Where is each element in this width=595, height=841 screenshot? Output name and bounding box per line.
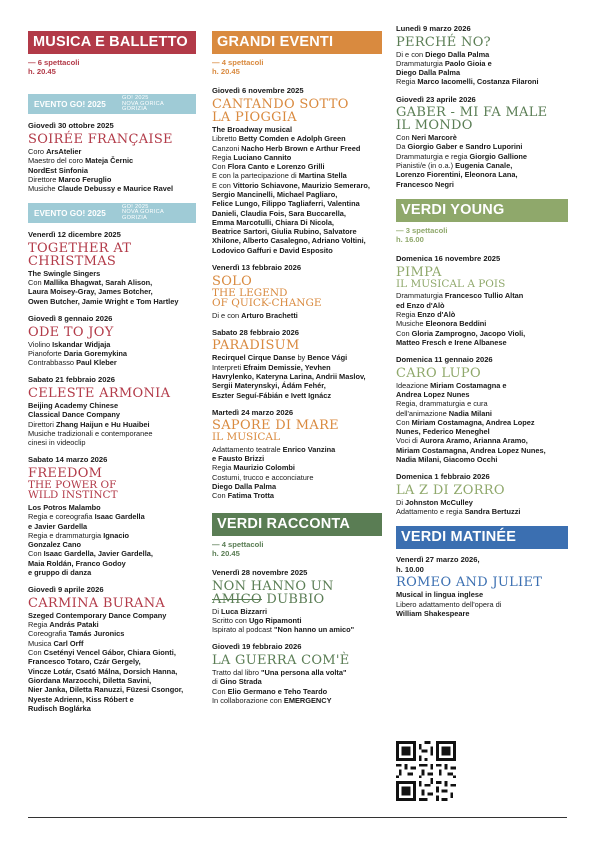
event-together-christmas: Venerdì 12 dicembre 2025 TOGETHER AT CHRISTMAS The Swingle Singers Con Mallika Bhagwat, Sarah Alison, Laura Moisey-Gray, James Botcher, Owen Butcher, Jamie Wright e Tom Hartley (28, 230, 196, 306)
badge-label: EVENTO GO! 2025 (34, 208, 106, 218)
section-header-matinee: VERDI MATINÉE (396, 526, 568, 549)
event-la-guerra: Giovedì 19 febbraio 2026 LA GUERRA COM'È Tratto dal libro "Una persona alla volta" di Gino Strada Con Elio Germano e Teho Teardo In collaborazione con EMERGENCY (212, 642, 382, 705)
racconta-count: — 4 spettacoli (212, 539, 264, 549)
event-date: Venerdì 12 dicembre 2025 (28, 230, 121, 240)
section-header-racconta: VERDI RACCONTA (212, 513, 382, 536)
column-musica (28, 31, 196, 713)
event-caro-lupo: Domenica 11 gennaio 2026 CARO LUPO Ideazione Miriam Costamagna e Andrea Lopez Nunes Regia, drammaturgia e cura dell'animazione Nadia Milani Con Miriam Costamagna, Andrea Lopez Nunes, Federico Meneghel Voci di Aurora Aramo, Arianna Aramo, Miriam Costamagna, Andrea Lopez Nunes, Nadia Milani, Giacomo Occhi (396, 355, 568, 464)
event-title: ROMEO AND JULIET (396, 575, 543, 591)
column-grandi (212, 31, 382, 705)
event-date: Domenica 16 novembre 2025 (396, 254, 501, 264)
event-date: Giovedì 30 ottobre 2025 (28, 121, 114, 131)
event-title: PERCHÉ NO? (396, 34, 491, 50)
event-freedom: Sabato 14 marzo 2026 FREEDOM THE POWER OF WILD INSTINCT Los Potros Malambo Regia e coreografia Isaac Gardella e Javier Gardella Regia e drammaturgia Ignacio Gonzalez Cano Con Isaac Gardella, Javier Gardella, Maia Roldán, Franco Godoy e gruppo di danza (28, 455, 196, 577)
event-date: Giovedì 6 novembre 2025 (212, 86, 304, 96)
event-time: h. 10.00 (396, 564, 424, 574)
event-date: Venerdì 27 marzo 2026, (396, 555, 480, 565)
event-title: CARO LUPO (396, 365, 481, 381)
event-romeo-juliet: Venerdì 27 marzo 2026, h. 10.00 ROMEO AND JULIET Musical in lingua inglese Libero adattamento dell'opera di William Shakespeare (396, 555, 568, 618)
event-date: Sabato 28 febbraio 2026 (212, 327, 299, 337)
event-subtitle: THE POWER OF WILD INSTINCT (28, 478, 118, 502)
event-title: PARADISUM (212, 338, 300, 354)
event-cantando: Giovedì 6 novembre 2025 CANTANDO SOTTO LA PIOGGIA The Broadway musical Libretto Betty Comden e Adolph Green Canzoni Nacho Herb Brown e Arthur Freed Regia Luciano Cannito Con Flora Canto e Lorenzo Grilli E con la partecipazione di Martina Stella E con Vittorio Schiavone, Maurizio Semeraro, Sergio Mancinelli, Michael Pagliaro, Felice Lungo, Filippo Tagliaferri, Valentina Danieli, Claudia Fois, Sara Buccarella, Emma Marcotulli, Chiara Di Nicola, Beatrice Sartori, Giulia Rubino, Salvatore Xhilone, Alberto Casalegno, Adriano Voltini, Lodovico Gaffuri e David Esposito (212, 86, 382, 255)
event-soiree: Giovedì 30 ottobre 2025 SOIRÉE FRANÇAISE Coro ArsAtelier Maestro del coro Mateja Černic NordEst Sinfonia Direttore Marco Feruglio Musiche Claude Debussy e Maurice Ravel (28, 121, 196, 193)
event-date: Sabato 14 marzo 2026 (28, 455, 108, 465)
event-subtitle: IL MUSICAL (212, 431, 280, 444)
event-ode-to-joy: Giovedì 8 gennaio 2026 ODE TO JOY Violino Iskandar Widjaja Pianoforte Daria Goremykina Contrabbasso Paul Kleber (28, 314, 196, 367)
event-title: ODE TO JOY (28, 324, 114, 340)
section-header-young: VERDI YOUNG (396, 199, 568, 222)
event-date: Domenica 1 febbraio 2026 (396, 472, 490, 482)
event-title: CARMINA BURANA (28, 595, 166, 611)
event-date: Lunedì 9 marzo 2026 (396, 24, 471, 33)
column-three (396, 24, 568, 618)
event-date: Domenica 11 gennaio 2026 (396, 355, 493, 365)
go2025-badge (28, 203, 196, 223)
bottom-rule (28, 817, 567, 818)
event-title: SOIRÉE FRANÇAISE (28, 131, 173, 147)
event-title: SAPORE DI MARE (212, 418, 339, 434)
event-carmina-burana: Giovedì 9 aprile 2026 CARMINA BURANA Szeged Contemporary Dance Company Regia András Pataki Coreografia Tamás Juronics Musica Carl Orff Con Csetényi Vencel Gábor, Chiara Gionti, Francesco Totaro, Czár Gergely, Vinczе Lotár, Csató Málna, Dorsich Hanna, Giordana Marzocchi, Diletta Savini, Nier Janka, Diletta Ranuzzi, Füzesi Csongor, Nyeste Adrienn, Kiss Róbert e Rudisch Boglárka (28, 585, 196, 713)
event-solo: Venerdì 13 febbraio 2026 SOLO THE LEGEND OF QUICK-CHANGE Di e con Arturo Brachetti (212, 263, 382, 320)
section-header-grandi: GRANDI EVENTI (212, 31, 382, 54)
go2025-logo: GO! 2025 NOVA GORICA GORIZIA (122, 203, 165, 222)
event-title: CELESTE ARMONIA (28, 385, 171, 401)
section-header-musica: MUSICA E BALLETTO (28, 31, 196, 54)
grandi-count: — 4 spettacoli (212, 58, 264, 67)
event-date: Giovedì 23 aprile 2026 (396, 94, 476, 104)
grandi-time: h. 20.45 (212, 67, 240, 77)
event-subtitle: THE LEGEND OF QUICK-CHANGE (212, 286, 322, 310)
event-gaber: Giovedì 23 aprile 2026 GABER - MI FA MALE IL MONDO Con Neri Marcorè Da Giorgio Gaber e Sandro Luporini Drammaturgia e regia Giorgio Gallione Pianisti/e (in o.a.) Eugenia Canale, Lorenzo Fiorentini, Eleonora Lana, Francesco Negri (396, 95, 568, 189)
go2025-logo: GO! 2025 NOVA GORICA GORIZIA (122, 94, 165, 113)
musica-count: — 6 spettacoli (28, 58, 80, 67)
event-title: CANTANDO SOTTO LA PIOGGIA (212, 96, 349, 125)
event-title: GABER - MI FA MALE IL MONDO (396, 105, 548, 134)
event-date: Giovedì 9 aprile 2026 (28, 585, 104, 595)
event-title: FREEDOM (28, 465, 103, 481)
event-title: NON HANNO UN AMICO DUBBIO (212, 578, 334, 607)
event-date: Venerdì 28 novembre 2025 (212, 568, 308, 578)
event-perche-no: Lunedì 9 marzo 2026 PERCHÉ NO? Di e con Diego Dalla Palma Drammaturgia Paolo Gioia e Diego Dalla Palma Regia Marco Iacomelli, Costanza Filaroni (396, 24, 568, 87)
event-celeste-armonia: Sabato 21 febbraio 2026 CELESTE ARMONIA Beijing Academy Chinese Classical Dance Company Direttori Zhang Haijun e Hu Huaibei Musiche tradizionali e contemporanee cinesi in videoclip (28, 375, 196, 447)
go2025-badge (28, 94, 196, 114)
event-date: Giovedì 8 gennaio 2026 (28, 314, 113, 324)
young-time: h. 16.00 (396, 235, 424, 245)
event-sapore-di-mare: Martedì 24 marzo 2026 SAPORE DI MARE IL MUSICAL Adattamento teatrale Enrico Vanzina e Fausto Brizzi Regia Maurizio Colombi Costumi, trucco e acconciature Diego Dalla Palma Con Fatima Trotta (212, 408, 382, 501)
musica-time: h. 20.45 (28, 67, 56, 77)
event-date: Giovedì 19 febbraio 2026 (212, 642, 302, 652)
event-subtitle: IL MUSICAL A POIS (396, 277, 506, 290)
racconta-time: h. 20.45 (212, 548, 240, 558)
event-title: LA Z DI ZORRO (396, 482, 505, 498)
event-zorro: Domenica 1 febbraio 2026 LA Z DI ZORRO Di Johnston McCulley Adattamento e regia Sandra Bertuzzi (396, 472, 568, 516)
qr-code-icon[interactable] (396, 741, 456, 801)
event-date: Martedì 24 marzo 2026 (212, 407, 294, 417)
event-title: SOLO (212, 273, 253, 289)
event-pimpa: Domenica 16 novembre 2025 PIMPA IL MUSICAL A POIS Drammaturgia Francesco Tullio Altan ed Enzo d'Alò Regia Enzo d'Alò Musiche Eleonora Beddini Con Gloria Zamprogno, Jacopo Violi, Matteo Fresch e Irene Albanese (396, 254, 568, 347)
event-paradisum: Sabato 28 febbraio 2026 PARADISUM Recirquel Cirque Danse by Bence Vági Interpreti Efraim Demissie, Yevhen Havrylenko, Kateryna Larina, Andrii Maslov, Sergii Materynskyi, Ádám Fehér, Eszter Seguí-Fábián e Ivett Ignácz (212, 328, 382, 400)
event-date: Venerdì 13 febbraio 2026 (212, 263, 302, 273)
young-count: — 3 spettacoli (396, 225, 448, 235)
event-date: Sabato 21 febbraio 2026 (28, 375, 115, 385)
event-title: LA GUERRA COM'È (212, 652, 350, 668)
badge-label: EVENTO GO! 2025 (34, 99, 106, 109)
event-non-hanno-un-amico: Venerdì 28 novembre 2025 NON HANNO UN AMICO DUBBIO Di Luca Bizzarri Scritto con Ugo Ripamonti Ispirato al podcast "Non hanno un amico" (212, 568, 382, 634)
event-title: TOGETHER AT CHRISTMAS (28, 240, 132, 269)
event-title: PIMPA (396, 264, 442, 280)
